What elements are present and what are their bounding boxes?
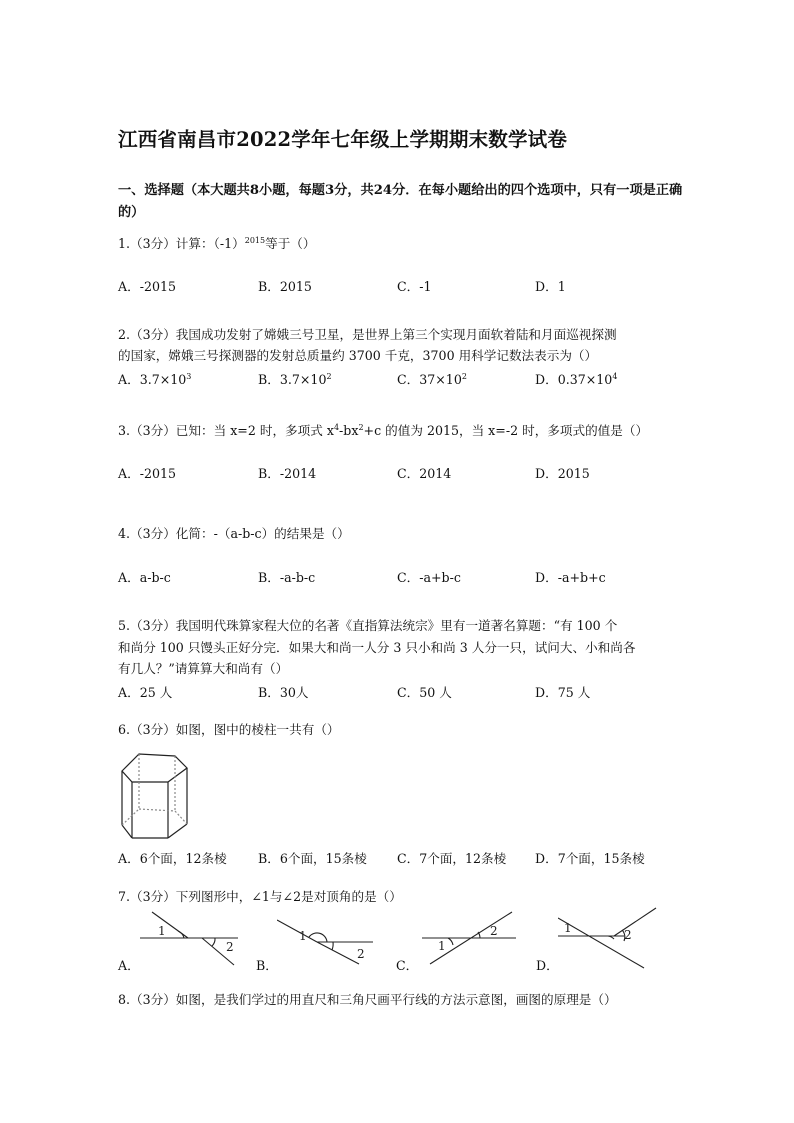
svg-text:1: 1: [564, 921, 572, 935]
svg-text:2: 2: [357, 947, 365, 961]
question-4: 4.（3分）化简：-（a-b-c）的结果是（）: [118, 526, 350, 541]
page-title: 江西省南昌市2022学年七年级上学期期末数学试卷: [118, 128, 568, 151]
question-4-options: [118, 567, 678, 587]
option-c[interactable]: C．2014: [397, 466, 452, 481]
question-2-line-1: 2.（3分）我国成功发射了嫦娥三号卫星，是世界上第三个实现月面软着陆和月面巡视探测: [118, 327, 617, 342]
question-1: [118, 233, 315, 254]
svg-text:2: 2: [490, 924, 498, 938]
svg-text:1: 1: [299, 929, 307, 943]
option-b[interactable]: B．30人: [258, 685, 309, 700]
svg-text:1: 1: [438, 939, 446, 953]
angle-label-2: 2: [226, 940, 234, 954]
option-d[interactable]: D．$0.37\times 10^4$: [535, 371, 618, 387]
angle-figure-a: [140, 908, 240, 968]
option-a[interactable]: A．-2015: [118, 466, 176, 481]
option-b[interactable]: B．-2014: [258, 466, 317, 481]
svg-text:2: 2: [624, 928, 632, 942]
option-b[interactable]: B．-a-b-c: [258, 570, 316, 585]
question-1-prefix: 1.（3分）计算：（-1）: [118, 236, 245, 251]
question-3: 3.（3分）已知：当 x=2 时，多项式 $x^4-bx^2+c$ 的值为 2015，当 x=-2 时，多项式的值是（）: [118, 422, 649, 438]
question-5-line-1: 5.（3分）我国明代珠算家程大位的名著《直指算法统宗》里有一道著名算题：“有 100 个: [118, 618, 618, 633]
pentagonal-prism-figure: [118, 750, 190, 842]
option-c[interactable]: C．7个面，12条棱: [397, 851, 507, 866]
question-5-line-3: 有几人？”请算算大和尚有（）: [118, 661, 289, 676]
option-d[interactable]: D．2015: [535, 466, 590, 481]
option-a[interactable]: A．a-b-c: [118, 570, 171, 585]
option-b[interactable]: B．2015: [258, 279, 312, 294]
option-b[interactable]: B．6个面，15条棱: [258, 851, 367, 866]
question-8: 8.（3分）如图，是我们学过的用直尺和三角尺画平行线的方法示意图，画图的原理是（）: [118, 992, 617, 1007]
option-c[interactable]: C．$37\times 10^2$: [397, 371, 467, 387]
question-7: 7.（3分）下列图形中，∠1与∠2是对顶角的是（）: [118, 889, 402, 904]
question-6: 6.（3分）如图，图中的棱柱一共有（）: [118, 722, 340, 737]
question-1-exponent: 2015: [244, 235, 266, 245]
option-a[interactable]: A．25 人: [118, 685, 173, 700]
angle-figure-c: [418, 908, 518, 968]
question-3-options: [118, 463, 678, 483]
option-b[interactable]: B．: [256, 958, 278, 973]
question-5-options: [118, 682, 678, 702]
option-d[interactable]: D．75 人: [535, 685, 591, 700]
option-a[interactable]: A．6个面，12条棱: [118, 851, 227, 866]
option-a[interactable]: A．-2015: [118, 279, 176, 294]
option-b[interactable]: B．$3.7\times 10^2$: [258, 371, 332, 387]
option-d[interactable]: D．1: [535, 279, 566, 294]
angle-figure-d: [558, 906, 658, 970]
angle-label-1: 1: [158, 924, 166, 938]
question-2-options: [118, 369, 678, 389]
option-c[interactable]: C．: [396, 958, 419, 973]
question-5-line-2: 和尚分 100 只馒头正好分完．如果大和尚一人分 3 只小和尚 3 人分一只，试问大、小和尚各: [118, 640, 636, 655]
angle-figure-b: [277, 910, 377, 966]
option-d[interactable]: D．7个面，15条棱: [535, 851, 645, 866]
question-2-line-2: 的国家，嫦娥三号探测器的发射总质量约 3700 千克，3700 用科学记数法表示为（）: [118, 348, 598, 363]
option-d[interactable]: D．: [536, 958, 559, 973]
question-6-options: [118, 848, 678, 868]
question-1-suffix: 等于（）: [265, 236, 316, 251]
question-1-options: [118, 276, 678, 296]
option-a[interactable]: A．$3.7\times 10^3$: [118, 371, 192, 387]
option-c[interactable]: C．-1: [397, 279, 432, 294]
section-heading: 一、选择题（本大题共8小题，每题3分，共24分．在每小题给出的四个选项中，只有一项是正确的）: [118, 183, 683, 220]
option-a[interactable]: A．: [118, 958, 140, 973]
option-c[interactable]: C．50 人: [397, 685, 452, 700]
option-d[interactable]: D．-a+b+c: [535, 570, 606, 585]
option-c[interactable]: C．-a+b-c: [397, 570, 461, 585]
